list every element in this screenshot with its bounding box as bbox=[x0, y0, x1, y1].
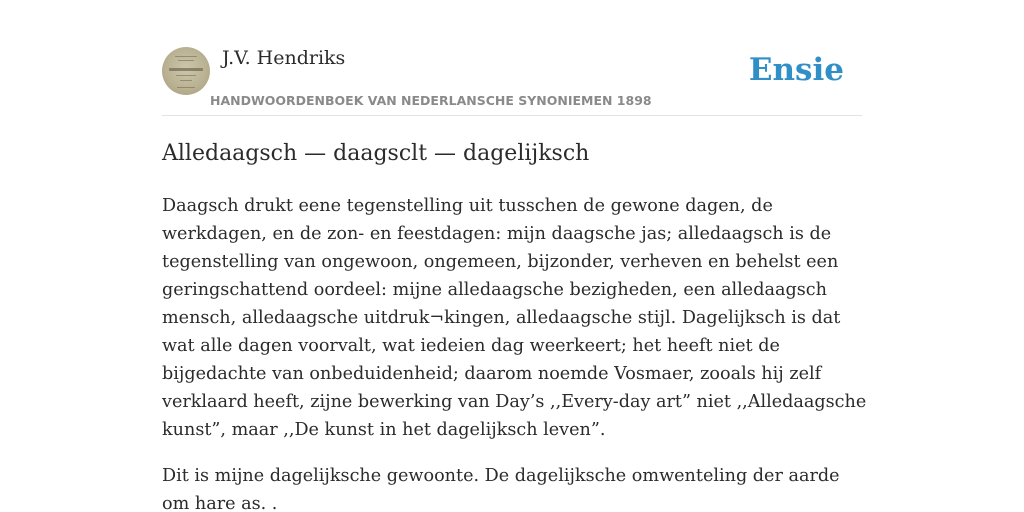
entry-title: Alledaagsch — daagsclt — dagelijksch bbox=[162, 141, 590, 166]
book-cover-icon[interactable] bbox=[162, 47, 210, 95]
entry-paragraph: Daagsch drukt eene tegenstelling uit tusschen de gewone dagen, de werkdagen, en de zon- en feestdagen: mijn daagsche jas; alledaagsch is de tegenstelling van ongewoon, ongemeen, bijzonder, verheven en behelst een geringschattend oordeel: mijne alledaagsche bezigheden, een alledaagsch mensch, alledaagsche uitdruk¬kingen, alledaagsche stijl. Dagelijksch is dat wat alle dagen voorvalt, wat iedeien dag weerkeert; het heeft niet de bijgedachte van onbeduidenheid; daarom noemde Vosmaer, zooals hij zelf verklaard heeft, zijne bewerking van Day’s ,,Every-day art” niet ,,Alledaagsche kunst”, maar ,,De kunst in het dagelijksch leven”. bbox=[162, 196, 867, 440]
author-name[interactable]: J.V. Hendriks bbox=[222, 47, 346, 69]
entry-header bbox=[162, 0, 862, 116]
brand-logo[interactable]: Ensie bbox=[748, 52, 844, 88]
entry-paragraph: Dit is mijne dagelijksche gewoonte. De dagelijksche omwenteling der aarde om hare as. . bbox=[162, 466, 840, 512]
entry-body bbox=[162, 192, 872, 512]
source-title[interactable]: HANDWOORDENBOEK VAN NEDERLANSCHE SYNONIEMEN 1898 bbox=[210, 93, 652, 108]
